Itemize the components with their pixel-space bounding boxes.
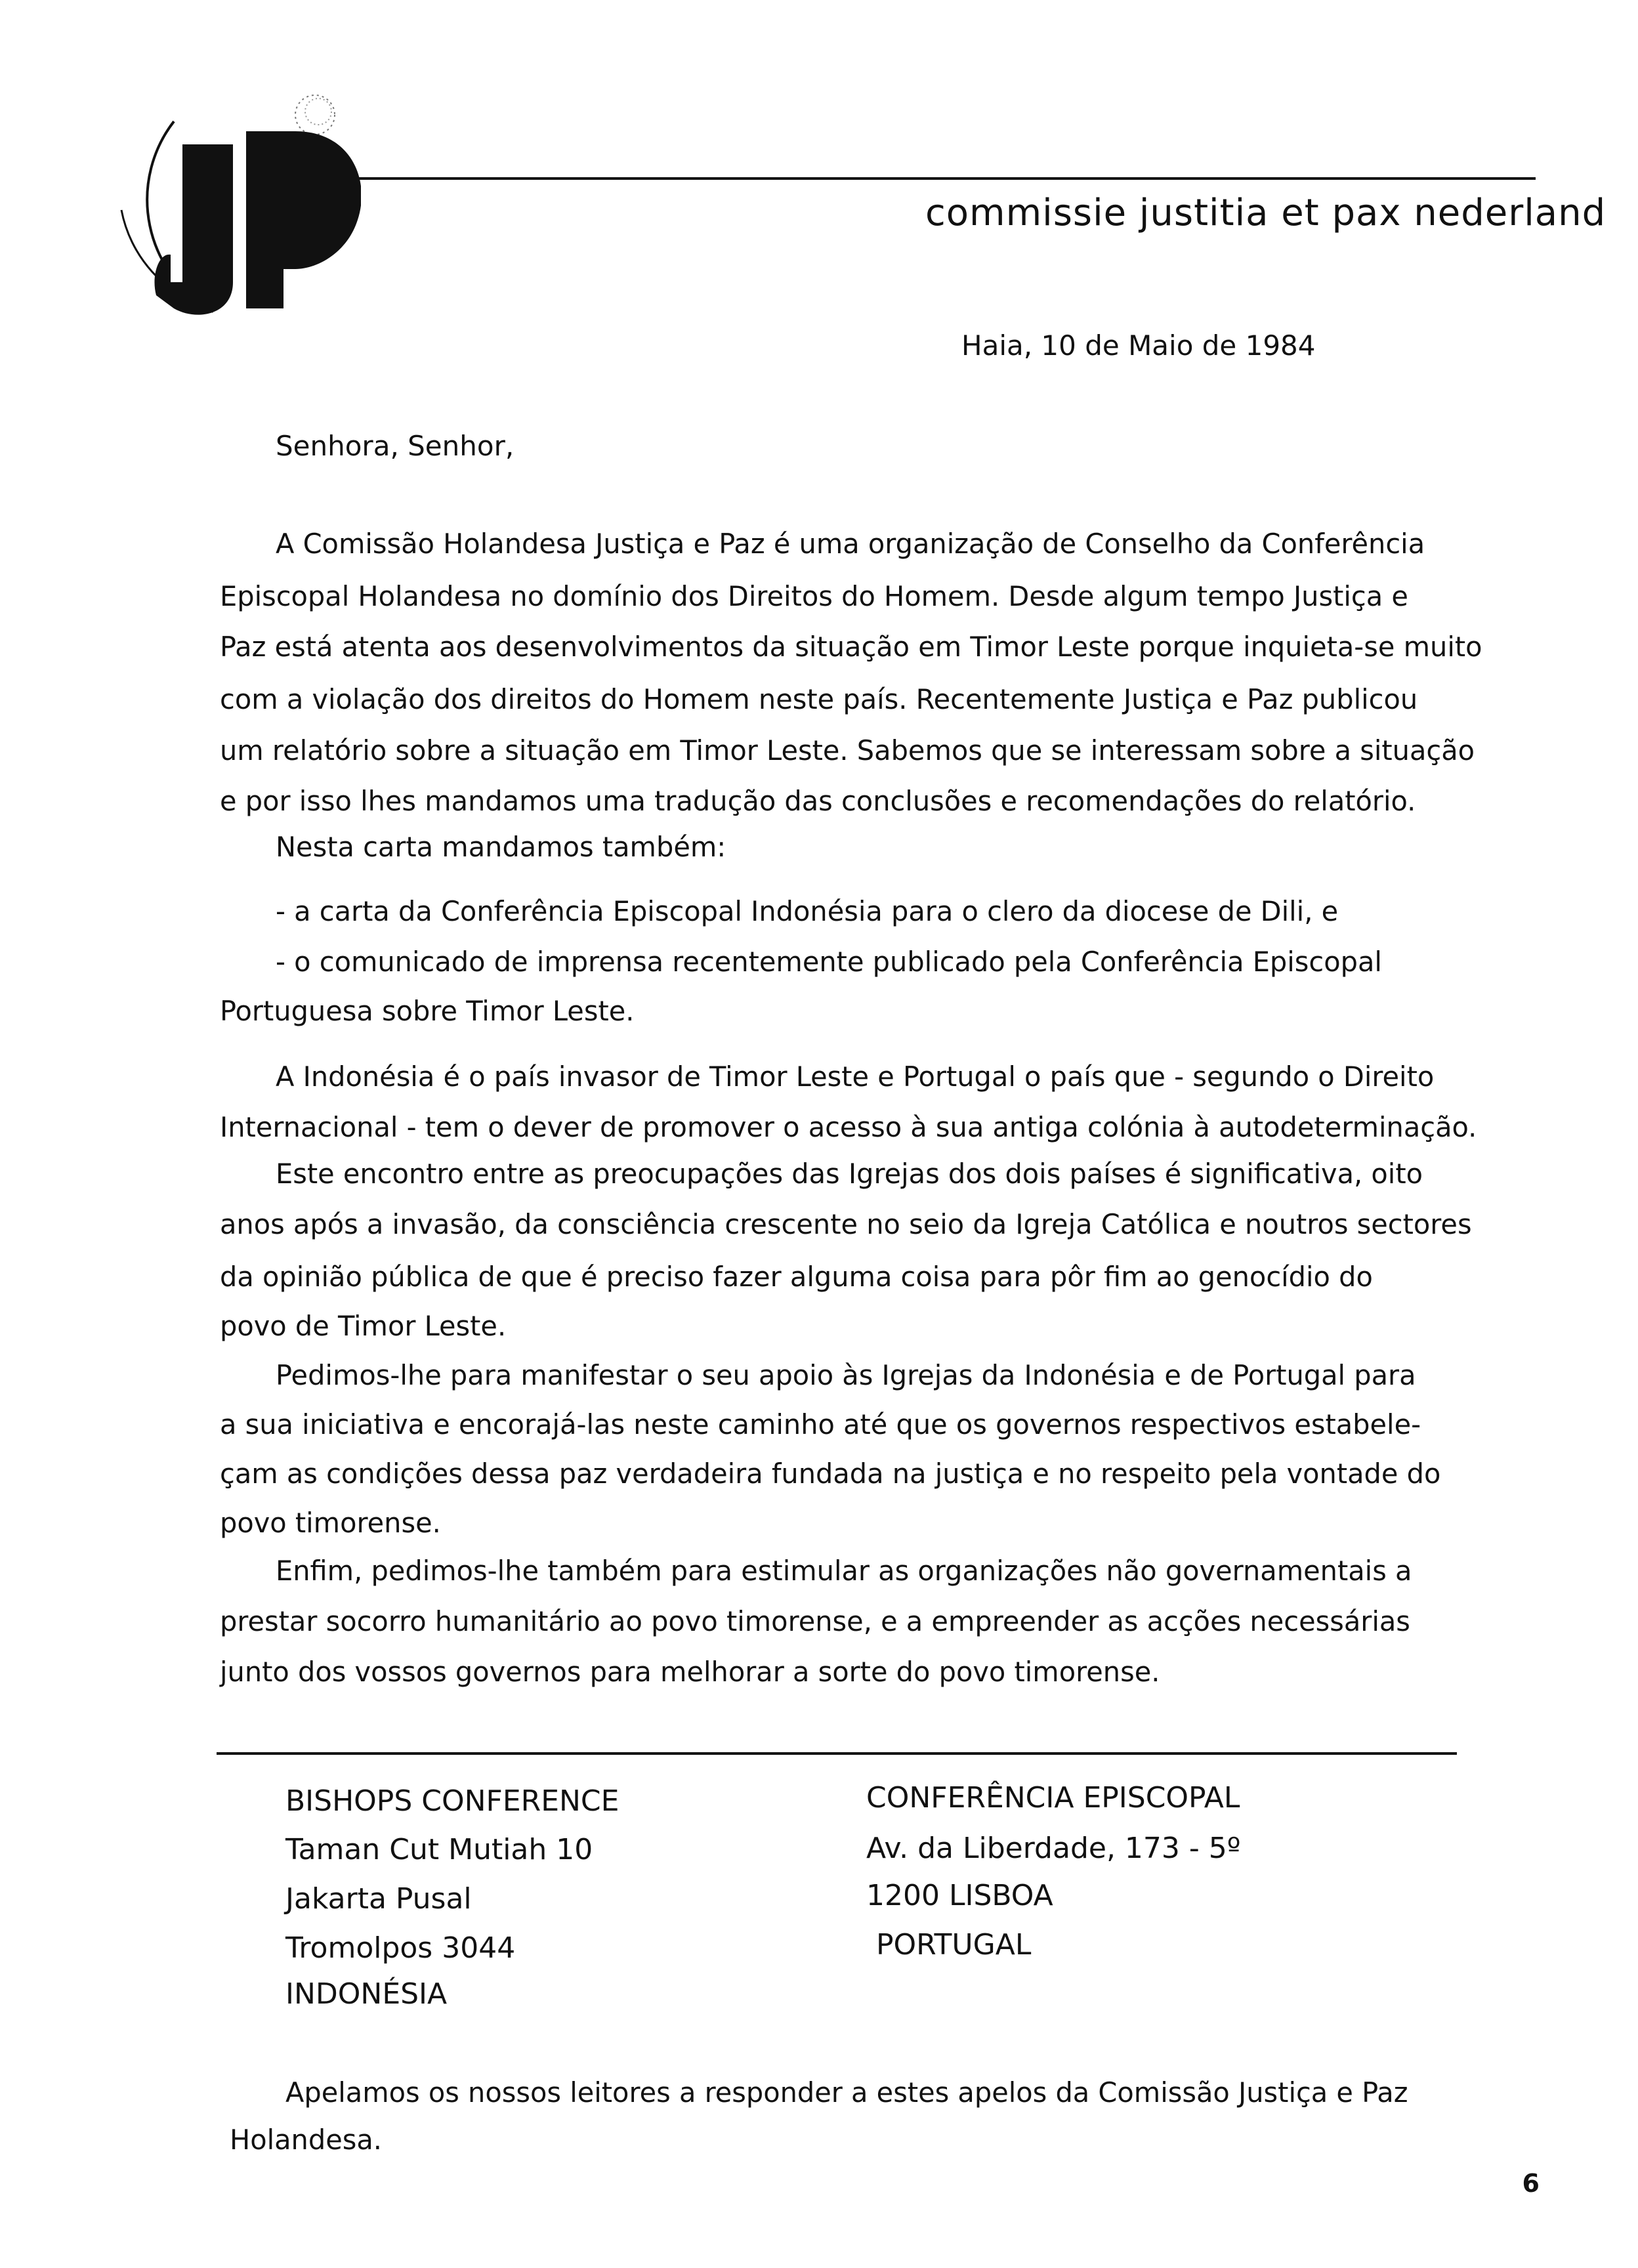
body-line: e por isso lhes mandamos uma tradução das conclusões e recomendações do relatório. <box>220 785 1416 817</box>
address-line: Jakarta Pusal <box>285 1882 472 1916</box>
body-line: Episcopal Holandesa no domínio dos Direitos do Homem. Desde algum tempo Justiça e <box>220 580 1408 612</box>
body-line: Pedimos-lhe para manifestar o seu apoio às Igrejas da Indonésia e de Portugal para <box>276 1359 1416 1391</box>
header-rule <box>358 177 1536 180</box>
closing-line: Apelamos os nossos leitores a responder a estes apelos da Comissão Justiça e Paz <box>285 2076 1408 2109</box>
body-line: Paz está atenta aos desenvolvimentos da situação em Timor Leste porque inquieta-se muito <box>220 631 1482 663</box>
closing-line: Holandesa. <box>230 2124 382 2156</box>
address-line: BISHOPS CONFERENCE <box>285 1784 620 1818</box>
body-line: povo timorense. <box>220 1507 441 1539</box>
letter-date: Haia, 10 de Maio de 1984 <box>961 329 1316 362</box>
body-line: anos após a invasão, da consciência crescente no seio da Igreja Católica e noutros sectores <box>220 1208 1472 1240</box>
address-line: 1200 LISBOA <box>866 1879 1053 1912</box>
body-line: Enfim, pedimos-lhe também para estimular as organizações não governamentais a <box>276 1555 1412 1587</box>
address-line: CONFERÊNCIA EPISCOPAL <box>866 1781 1240 1815</box>
body-line: da opinião pública de que é preciso fazer alguma coisa para pôr fim ao genocídio do <box>220 1261 1373 1293</box>
address-line: PORTUGAL <box>876 1928 1032 1962</box>
body-line: - o comunicado de imprensa recentemente publicado pela Conferência Episcopal <box>276 946 1382 978</box>
address-line: Tromolpos 3044 <box>285 1931 516 1965</box>
body-line: Internacional - tem o dever de promover o acesso à sua antiga colónia à autodeterminação. <box>220 1111 1477 1143</box>
address-line: Av. da Liberdade, 173 - 5º <box>866 1832 1241 1865</box>
body-line: A Indonésia é o país invasor de Timor Leste e Portugal o país que - segundo o Direito <box>276 1060 1435 1093</box>
body-line: - a carta da Conferência Episcopal Indonésia para o clero da diocese de Dili, e <box>276 895 1339 927</box>
jp-logo <box>98 46 361 322</box>
footer-rule <box>217 1752 1457 1755</box>
body-line: a sua iniciativa e encorajá-las neste caminho até que os governos respectivos estabele- <box>220 1408 1421 1440</box>
address-line: INDONÉSIA <box>285 1977 448 2011</box>
body-line: prestar socorro humanitário ao povo timorense, e a empreender as acções necessárias <box>220 1605 1410 1637</box>
body-line: com a violação dos direitos do Homem neste país. Recentemente Justiça e Paz publicou <box>220 683 1418 715</box>
body-line: junto dos vossos governos para melhorar a sorte do povo timorense. <box>220 1656 1160 1688</box>
body-line: povo de Timor Leste. <box>220 1310 507 1342</box>
body-line: Portuguesa sobre Timor Leste. <box>220 995 635 1027</box>
body-line: um relatório sobre a situação em Timor Leste. Sabemos que se interessam sobre a situação <box>220 734 1475 766</box>
body-line: A Comissão Holandesa Justiça e Paz é uma organização de Conselho da Conferência <box>276 528 1425 560</box>
address-line: Taman Cut Mutiah 10 <box>285 1833 593 1866</box>
body-line: Este encontro entre as preocupações das Igrejas dos dois países é significativa, oito <box>276 1158 1423 1190</box>
body-line: Nesta carta mandamos também: <box>276 831 726 863</box>
body-line: çam as condições dessa paz verdadeira fundada na justiça e no respeito pela vontade do <box>220 1458 1441 1490</box>
org-name: commissie justitia et pax nederland <box>925 192 1606 234</box>
page-number: 6 <box>1522 2169 1540 2198</box>
salutation: Senhora, Senhor, <box>276 430 514 462</box>
